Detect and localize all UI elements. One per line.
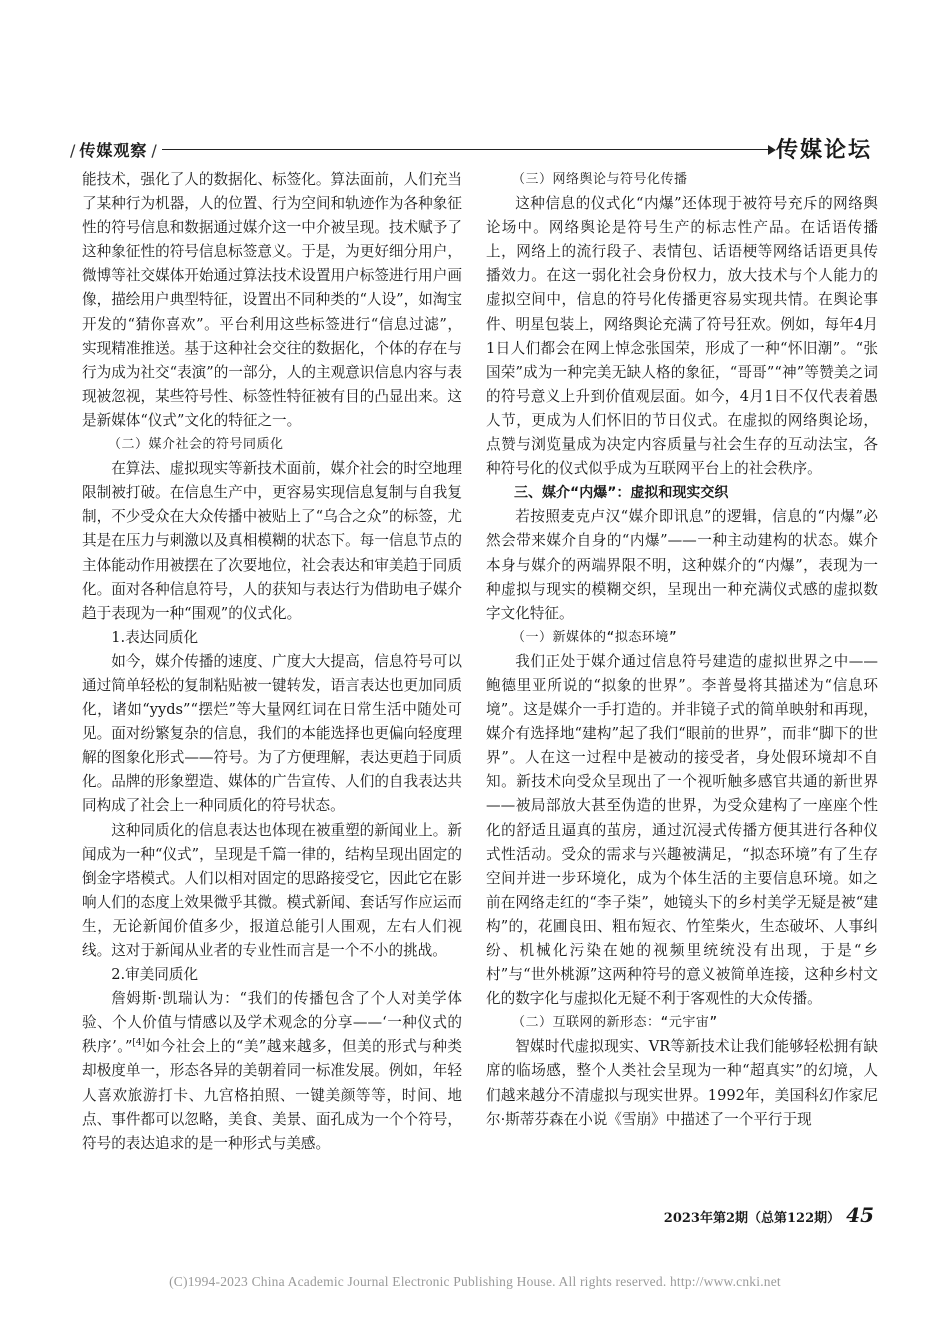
heading-expression-homogenization: 1.表达同质化 (111, 628, 199, 646)
subheading-3: （三）网络舆论与符号化传播 (512, 172, 688, 187)
page-footer (664, 1203, 874, 1227)
left-paragraph-4: 这种同质化的信息表达也体现在被重塑的新闻业上。新闻成为一种“仪式”，呈现是千篇一律的，结构呈现出固定的倒金字塔模式。人们以相对固定的思路接受它，因此它在影响人们的态度上效果微乎其微。模式新闻、套话写作应运而生，无论新闻价值多少，报道总能引人围观，左右人们视线。这对于新闻从业者的专业性而言是一个不小的挑战。 (82, 821, 462, 959)
heading-aesthetic-homogenization: 2.审美同质化 (111, 966, 199, 984)
quote-continuation: 如今社会上的“美”越来越多，但美的形式与种类却极度单一，形态各异的美朝着同一标准发展。例如，年轻人喜欢旅游打卡、九宫格拍照、一键美颜等等，时间、地点、事件都可以忽略，美食、美景、面孔成为一个个符号，符号的表达追求的是一种形式与美感。 (82, 1038, 462, 1152)
header-arrow-icon (768, 145, 776, 155)
right-paragraph-3: 我们正处于媒介通过信息符号建造的虚拟世界之中——鲍德里亚所说的“拟象的世界”。李普曼将其描述为“信息环境”。这是媒介一手打造的。并非镜子式的简单映射和再现，媒介有选择地“建构”起了我们“眼前的世界”，而非“脚下的世界”。人在这一过程中是被动的接受者，身处假环境却不自知。新技术向受众呈现出了一个视听触多感官共通的新世界——被局部放大甚至伪造的世界，为受众建构了一座座个性化的舒适且逼真的茧房，通过沉浸式传播方便其进行各种仪式性活动。受众的需求与兴趣被满足，“拟态环境”有了生存空间并进一步环境化，成为个体生活的主要信息环境。如之前在网络走红的“李子柒”，她镜头下的乡村美学无疑是被“建构”的，花圃良田、粗布短衣、竹笙柴火，生态破坏、人事纠纷、机械化污染在她的视频里统统没有出现，于是“乡村”与“世外桃源”这两种符号的意义被简单连接，这种乡村文化的数字化与虚拟化无疑不利于客观性的大众传播。 (486, 652, 878, 1008)
reference-marker: [4] (132, 1038, 146, 1049)
issue-info: 2023年第2期（总第122期） (663, 1211, 841, 1226)
left-paragraph-3: 如今，媒介传播的速度、广度大大提高，信息符号可以通过简单轻松的复制粘贴被一键转发，语言表达也更加同质化，诸如“yyds”“摆烂”等大量网红词在日常生活中随处可见。面对纷繁复杂的信息，我们的本能选择也更偏向轻度理解的图象化形式——符号。为了方便理解，表达更趋于同质化。品牌的形象塑造、媒体的广告宣传、人们的自我表达共同构成了社会上一种同质化的符号状态。 (82, 652, 462, 815)
section-label-right: 传媒论坛 (775, 138, 872, 163)
right-paragraph-4: 智媒时代虚拟现实、VR等新技术让我们能够轻松拥有缺席的临场感，整个人类社会呈现为一种“超真实”的幻境，人们越来越分不清虚拟与现实世界。1992年，美国科幻作家尼尔·斯蒂芬森在小说《雪崩》中描述了一个平行于现 (486, 1038, 878, 1128)
header-rule (162, 149, 770, 150)
section-label-left: / 传媒观察 / (70, 141, 158, 160)
left-column (82, 168, 462, 1156)
right-paragraph-1: 这种信息的仪式化“内爆”还体现于被符号充斥的网络舆论场中。网络舆论是符号生产的标志性产品。在话语传播上，网络上的流行段子、表情包、话语梗等网络话语更具传播效力。在这一弱化社会身份权力，放大技术与个人能力的虚拟空间中，信息的符号化传播更容易实现共情。在舆论事件、明星包装上，网络舆论充满了符号狂欢。例如，每年4月1日人们都会在网上悼念张国荣，形成了一种“怀旧潮”。“张国荣”成为一种完美无缺人格的象征，“哥哥”“神”等赞美之词的符号意义上升到价值观层面。如今，4月1日不仅代表着愚人节，更成为人们怀旧的节日仪式。在虚拟的网络舆论场，点赞与浏览量成为决定内容质量与社会生存的互动法宝，各种符号化的仪式似乎成为互联网平台上的社会秩序。 (486, 195, 878, 478)
right-paragraph-2: 若按照麦克卢汉“媒介即讯息”的逻辑，信息的“内爆”必然会带来媒介自身的“内爆”——一种主动建构的状态。媒介本身与媒介的两端界限不明，这种媒介的“内爆”，表现为一种虚拟与现实的模糊交织，呈现出一种充满仪式感的虚拟数字文化特征。 (486, 508, 878, 622)
quote-text: 詹姆斯·凯瑞认为：“我们的传播包含了个人对美学体验、个人价值与情感以及学术观念的分享——‘一种仪式的秩序’。” (82, 990, 462, 1056)
page-header (70, 132, 882, 166)
left-paragraph-5 (82, 987, 462, 1156)
left-paragraph-2: 在算法、虚拟现实等新技术面前，媒介社会的时空地理限制被打破。在信息生产中，更容易实现信息复制与自我复制，不少受众在大众传播中被贴上了“乌合之众”的标签，尤其是在压力与刺激以及真相模糊的状态下。每一信息节点的主体能动作用被摆在了次要地位，社会表达和审美趋于同质化。面对各种信息符号，人的获知与表达行为借助电子媒介趋于表现为一种“围观”的仪式化。 (82, 460, 462, 622)
copyright-notice: (C)1994-2023 China Academic Journal Electronic Publishing House. All rights reserved. http://www.cnki.net (169, 1274, 781, 1289)
subheading-new-media: （一）新媒体的“拟态环境” (512, 629, 678, 645)
section-heading-3: 三、媒介“内爆”：虚拟和现实交织 (514, 485, 729, 502)
section-left-text: 传媒观察 (79, 141, 148, 160)
right-column (486, 168, 878, 1132)
page-number: 45 (846, 1203, 874, 1227)
left-paragraph-1: 能技术，强化了人的数据化、标签化。算法面前，人们充当了某种行为机器，人的位置、行为空间和轨迹作为各种象征性的符号信息和数据通过媒介这一中介被呈现。技术赋予了这种象征性的符号信息标签意义。于是，为更好细分用户，微博等社交媒体开始通过算法技术设置用户标签进行用户画像，描绘用户典型特征，设置出不同种类的“人设”，如淘宝开发的“猜你喜欢”。平台利用这些标签进行“信息过滤”，实现精准推送。基于这种社会交往的数据化，个体的存在与行为成为社交“表演”的一部分，人的主观意识信息内容与表现被忽视，某些符号性、标签性特征被有目的凸显出来。这是新媒体“仪式”文化的特征之一。 (82, 171, 462, 429)
subheading-metaverse: （二）互联网的新形态：“元宇宙” (512, 1015, 718, 1031)
subheading-2: （二）媒介社会的符号同质化 (108, 437, 284, 453)
